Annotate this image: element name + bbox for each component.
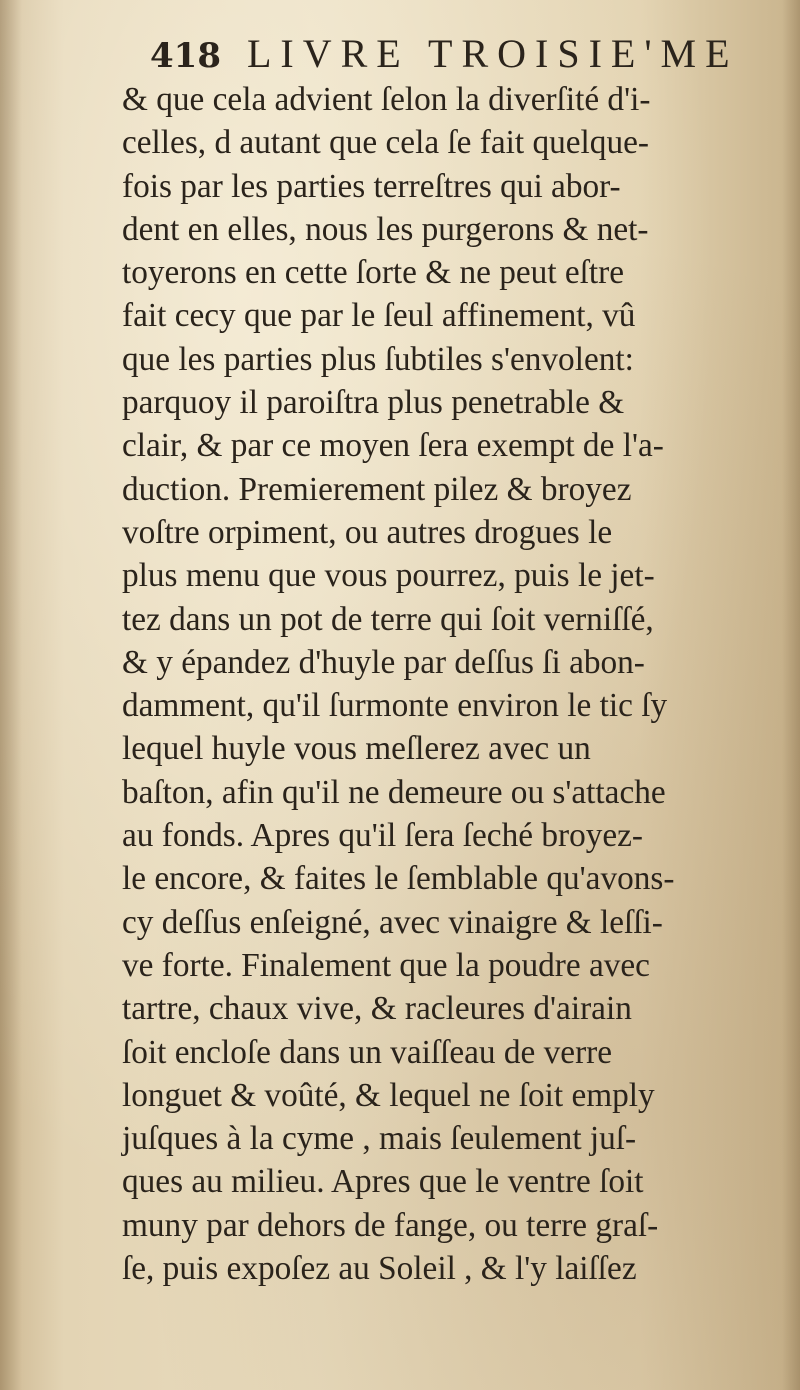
text-line: clair, & par ce moyen ſera exempt de l'a- bbox=[122, 427, 664, 465]
page-header bbox=[150, 30, 790, 82]
running-head: LIVRE TROISIE'ME bbox=[246, 31, 739, 76]
text-line: baſton, afin qu'il ne demeure ou s'attache bbox=[122, 773, 666, 811]
text-line: lequel huyle vous meſlerez avec un bbox=[122, 730, 591, 768]
text-line: fait cecy que par le ſeul affinement, vû bbox=[122, 297, 636, 335]
text-line: ſe, puis expoſez au Soleil , & l'y laiſſez bbox=[122, 1250, 637, 1288]
text-line: que les parties plus ſubtiles s'envolent: bbox=[122, 340, 634, 378]
text-line: plus menu que vous pourrez, puis le jet- bbox=[122, 557, 655, 595]
text-line: damment, qu'il ſurmonte environ le tic ſy bbox=[122, 687, 668, 725]
text-line: celles, d autant que cela ſe fait quelque- bbox=[122, 124, 649, 162]
text-line: muny par dehors de fange, ou terre graſ- bbox=[122, 1206, 659, 1244]
body-text bbox=[122, 78, 794, 1290]
text-line: au fonds. Apres qu'il ſera ſeché broyez- bbox=[122, 817, 644, 855]
text-line: voſtre orpiment, ou autres drogues le bbox=[122, 513, 613, 551]
text-line: tartre, chaux vive, & racleures d'airain bbox=[122, 990, 632, 1028]
text-line: ſoit encloſe dans un vaiſſeau de verre bbox=[122, 1033, 613, 1071]
text-line: fois par les parties terreſtres qui abor- bbox=[122, 167, 621, 205]
text-line: ve forte. Finalement que la poudre avec bbox=[122, 946, 650, 984]
text-line: dent en elles, nous les purgerons & net- bbox=[122, 210, 649, 248]
page-gutter-shadow bbox=[0, 0, 22, 1390]
text-line: duction. Premierement pilez & broyez bbox=[122, 470, 632, 508]
text-line: cy deſſus enſeigné, avec vinaigre & leſſi- bbox=[122, 903, 663, 941]
text-line: longuet & voûté, & lequel ne ſoit emply bbox=[122, 1076, 655, 1114]
text-line: & y épandez d'huyle par deſſus ſi abon- bbox=[122, 643, 645, 681]
text-line: ques au milieu. Apres que le ventre ſoit bbox=[122, 1163, 644, 1201]
text-line: tez dans un pot de terre qui ſoit verniſſé, bbox=[122, 600, 654, 638]
text-line: le encore, & faites le ſemblable qu'avons- bbox=[122, 860, 675, 898]
text-line: juſques à la cyme , mais ſeulement juſ- bbox=[122, 1120, 637, 1158]
page-number: 418 bbox=[150, 36, 221, 76]
text-line: toyerons en cette ſorte & ne peut eſtre bbox=[122, 254, 625, 292]
text-line: & que cela advient ſelon la diverſité d'i- bbox=[122, 81, 651, 118]
text-line: parquoy il paroiſtra plus penetrable & bbox=[122, 384, 625, 422]
